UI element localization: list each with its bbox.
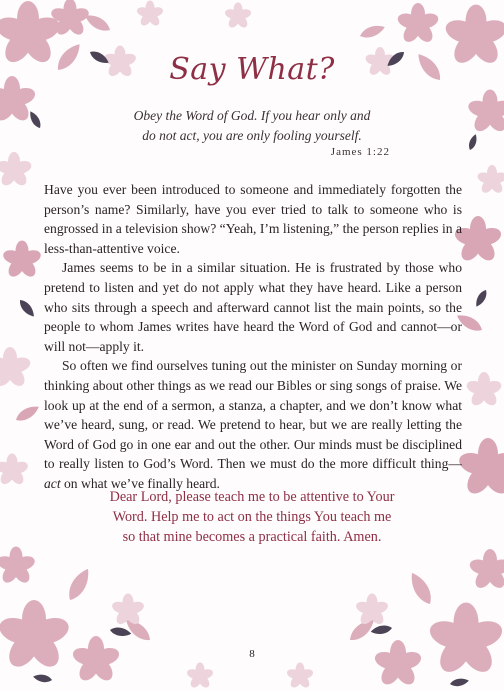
paragraph-text: on what we’ve finally heard. bbox=[60, 475, 220, 491]
paragraph: Have you ever been introduced to someone and immediately forgotten the person’s name? Similarly, have you ever tried to talk to someone who is engrossed in a television show? “Yeah, I’m listening,” the person replies in a less-than-attentive voice. bbox=[44, 182, 462, 256]
paragraph: James seems to be in a similar situation. He is frustrated by those who pretend to listen and yet do not apply what they have heard. Like a person who sits through a speech and afterward cannot list the main points, so the people to whom James writes have heard the Word of God and cannot—or will not—apply it. bbox=[44, 260, 462, 354]
paragraph-text: So often we find ourselves tuning out the minister on Sunday morning or thinking about other things as we read our Bibles or sing songs of praise. We look up at the end of a sermon, a stanza, a chapter, and we don’t know what we’ve heard, sung, or read. We pretend to hear, but we are really letting the Word of God go in one ear and out the other. Our minds must be disciplined to really listen to God’s Word. Then we must do the more difficult thing— bbox=[44, 358, 462, 472]
paragraph bbox=[44, 356, 462, 493]
verse-reference: James 1:22 bbox=[330, 146, 390, 158]
devotional-body bbox=[44, 180, 462, 494]
scripture-verse bbox=[90, 106, 414, 146]
verse-line: Obey the Word of God. If you hear only and bbox=[133, 108, 371, 123]
prayer-line: so that mine becomes a practical faith. Amen. bbox=[122, 529, 382, 545]
emphasis-text: act bbox=[44, 475, 61, 491]
verse-line: do not act, you are only fooling yourself. bbox=[142, 128, 362, 143]
prayer-line: Word. Help me to act on the things You teach me bbox=[112, 509, 392, 525]
closing-prayer bbox=[72, 487, 432, 547]
page-title: Say What? bbox=[169, 52, 335, 87]
page-number: 8 bbox=[249, 648, 255, 660]
prayer-line: Dear Lord, please teach me to be attentive to Your bbox=[109, 489, 395, 505]
